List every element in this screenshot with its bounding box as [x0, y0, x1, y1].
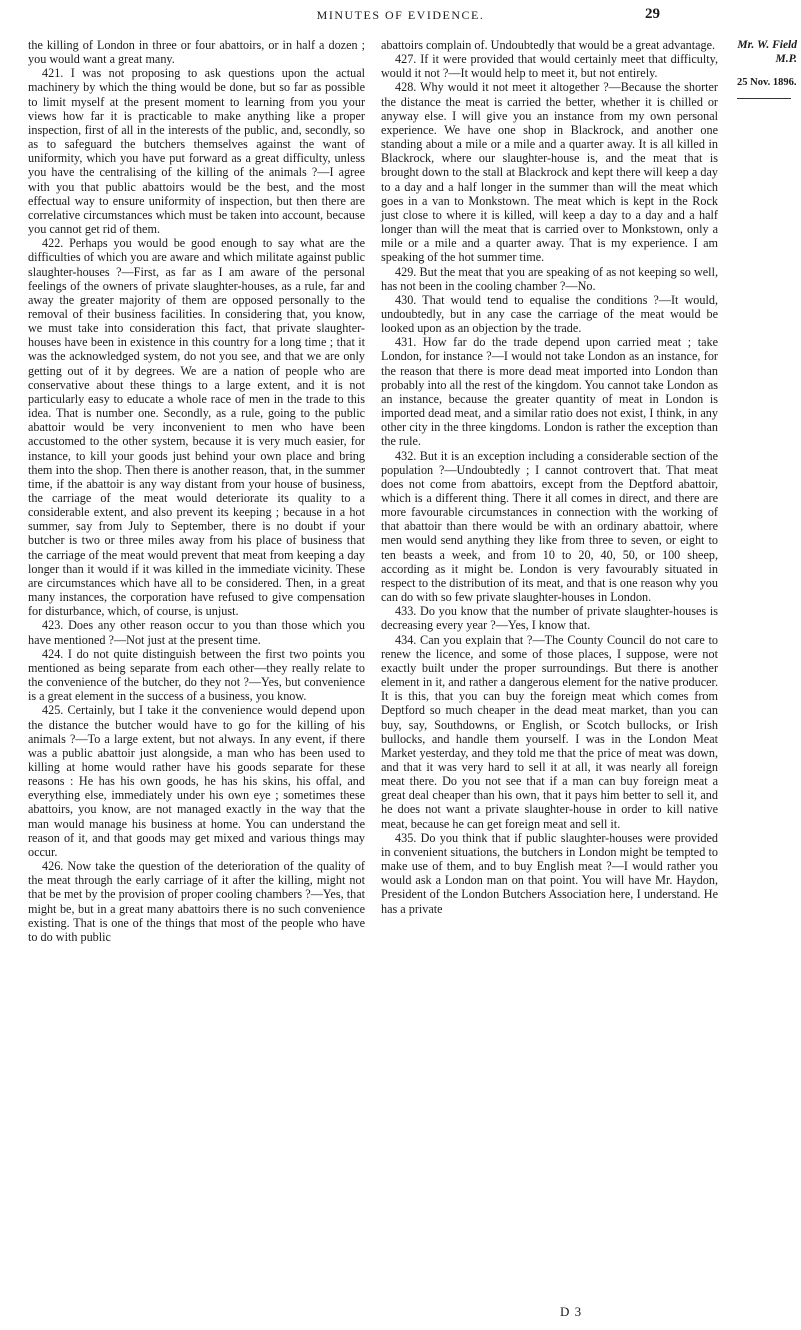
left-column	[28, 38, 365, 944]
paragraph: abattoirs complain of. Undoubtedly that would be a great advantage.	[381, 38, 716, 52]
page-header	[0, 6, 801, 26]
paragraph: 423. Does any other reason occur to you than those which you have mentioned ?—Not just at the present time.	[28, 618, 365, 647]
evidence-date: 25 Nov. 1896.	[737, 77, 797, 88]
paragraph: 431. How far do the trade depend upon carried meat ; take London, for instance ?—I would not take London as an instance, for the reason that there is more dead meat imported into London than probably into all the rest of the kingdom. You cannot take London as an instance, because the greater quantity of meat in London is imported dead meat, and a similar ratio does not exist, I think, in any other city in the three kingdoms. London is rather the exception than the rule.	[381, 335, 718, 449]
page-number: 29	[645, 6, 660, 22]
paragraph: the killing of London in three or four abattoirs, or in half a dozen ; you would want a great many.	[28, 38, 365, 67]
witness-name: Mr. W. Field M.P.	[737, 39, 797, 65]
paragraph: 428. Why would it not meet it altogether ?—Because the shorter the distance the meat is carried the better, whether it is chilled or anyway else. I will give you an instance from my own personal experience. We have one shop in Blackrock, and another one standing about a mile or a mile and a quarter away. It is all killed in Blackrock, where our slaughter-house is, and the meat that is brought down to the stall at Blackrock and kept there will keep a day to a day and a half longer in the summer than will the meat which goes in a van to Monkstown. The meat which is kept in the Rock just close to where it is killed, will keep a day to a day and a half longer than will the meat that is carried over to Monkstown, only a mile or a mile and a quarter away. That is my experience. I am speaking of the hot summer time.	[381, 80, 718, 265]
right-column	[381, 38, 718, 916]
running-head: MINUTES OF EVIDENCE.	[316, 8, 485, 22]
paragraph: 435. Do you think that if public slaughter-houses were provided in convenient situations, the butchers in London might be tempted to make use of them, and to buy English meat ?—I would rather you would ask a London man on that point. You will have Mr. Haydon, President of the London Butchers Association here, I understand. He has a private	[381, 830, 718, 916]
paragraph: 432. But it is an exception including a considerable section of the population ?—Undoubtedly ; I cannot controvert that. That meat does not come from abattoirs, except from the Deptford abattoir, which is a different thing. There it all comes in direct, and there are more favourable circumstances in connection with the working of that abattoir than there would be with an ordinary abattoir, where men would send anything they like from three to seven, or eight to ten beasts a week, and from 10 to 20, 40, 50, or 100 sheep, according as it might be. London is very favourably situated in respect to the distribution of its meat, and that is one reason why you can do with so few private slaughter-houses in London.	[381, 448, 718, 605]
paragraph: 434. Can you explain that ?—The County Council do not care to renew the licence, and some of those places, I suppose, were not exactly built under the proper surroundings. But there is another element in it, and rather a dangerous element for the native producer. It is this, that you can buy the foreign meat which comes from Deptford so much cheaper in the dead meat market, than you can buy, say, Southdowns, or English, or Scotch bullocks, or Irish bullocks, and handle them yourself. I was in the London Meat Market yesterday, and they told me that the price of meat was down, and that it was very hard to sell it at all, it was nearly all foreign meat there. Do you not see that if a man can buy foreign meat a great deal cheaper than his own, that it pays him better to sell it, and he does not want a private slaughter-house in order to kill native meat, because he can get foreign meat and sell it.	[381, 632, 718, 831]
paragraph: 430. That would tend to equalise the conditions ?—It would, undoubtedly, but in any case the carriage of the meat would be looked upon as an objection by the trade.	[381, 292, 718, 336]
paragraph: 424. I do not quite distinguish between the first two points you mentioned as being separate from each other—they really relate to the convenience of the butcher, do they not ?—Yes, but convenience is a great element in the success of a business, you know.	[28, 646, 365, 704]
paragraph: 422. Perhaps you would be good enough to say what are the difficulties of which you are aware and which militate against public slaughter-houses ?—First, as far as I am aware of the personal feelings of the owners of private slaughter-houses, as a rule, far and away the greater majority of them are opposed personally to the removal of their business facilities. In considering that, you know, we must take into consideration this fact, that private slaughter-houses have been in existence in this country for a long time ; that it was the acknowledged system, do not you see, and that we are only getting out of it by degrees. We are a nation of people who are conservative about these things to a large extent, and it is not particularly easy to educate a whole race of men in the trade to this idea. That is number one. Secondly, as a rule, going to the public abattoir would be very inconvenient to men who have been accustomed to the other system, because it is very much easier, for instance, to kill your goods just behind your own place and bring them into the shop. Then there is another reason, that, in the summer time, if the abattoir is any way distant from your house of business, the carriage of the meat would deteriorate its quality to a considerable extent, and also prevent its keeping ; because in a hot summer, say from July to September, there is no doubt if your butcher is two or three miles away from his place of business that the carriage of the meat would prevent that meat from keeping a day longer than it would if it was killed in the immediate vicinity. These are circumstances which have all to be considered. Then, in a great many instances, the corporation have refused to give compensation for disturbance, which, of course, is unjust.	[28, 236, 365, 619]
margin-note	[737, 38, 797, 99]
paragraph: 427. If it were provided that would certainly meet that difficulty, would it not ?—It would help to meet it, but not entirely.	[381, 52, 718, 81]
paragraph: 429. But the meat that you are speaking of as not keeping so well, has not been in the cooling chamber ?—No.	[381, 264, 718, 293]
paragraph: 433. Do you know that the number of private slaughter-houses is decreasing every year ?—Yes, I know that.	[381, 604, 718, 633]
paragraph: 426. Now take the question of the deterioration of the quality of the meat through the early carriage of it after the killing, might not that be met by the provision of proper cooling chambers ?—Yes, that might be, but in a great many abattoirs there is no such convenience existing. That is one of the things that most of the people who have to do with public	[28, 859, 365, 944]
signature-mark: D 3	[560, 1304, 583, 1319]
paragraph: 421. I was not proposing to ask questions upon the actual machinery by which the thing would be done, but so far as possible to limit myself at the present moment to learning from you your views how far it is practicable to make anything like a proper inspection, first of all in the interests of the public, and, secondly, so as to safeguard the butchers themselves against the want of uniformity, which you have put forward as a great difficulty, unless you have the centralising of the killing of the animals ?—I agree with you that public abattoirs would be the best, and the most effectual way to ensure uniformity of inspection, but then there are correlative circumstances which must be taken into account, because you cannot get rid of them.	[28, 66, 365, 237]
margin-rule	[737, 98, 791, 99]
paragraph: 425. Certainly, but I take it the convenience would depend upon the distance the butcher would have to go for the killing of his animals ?—To a large extent, but not always. In any event, if there was a public abattoir just alongside, a man who has been used to killing at home would rather have his goods separate for these reasons : He has his own goods, he has his skins, his offal, and everything else, immediately under his own eye ; sometimes these abattoirs, you know, are not managed exactly in the way that the man would manage his business at home. You can understand the reason of it, and that goods may get mixed and various things may occur.	[28, 703, 365, 859]
